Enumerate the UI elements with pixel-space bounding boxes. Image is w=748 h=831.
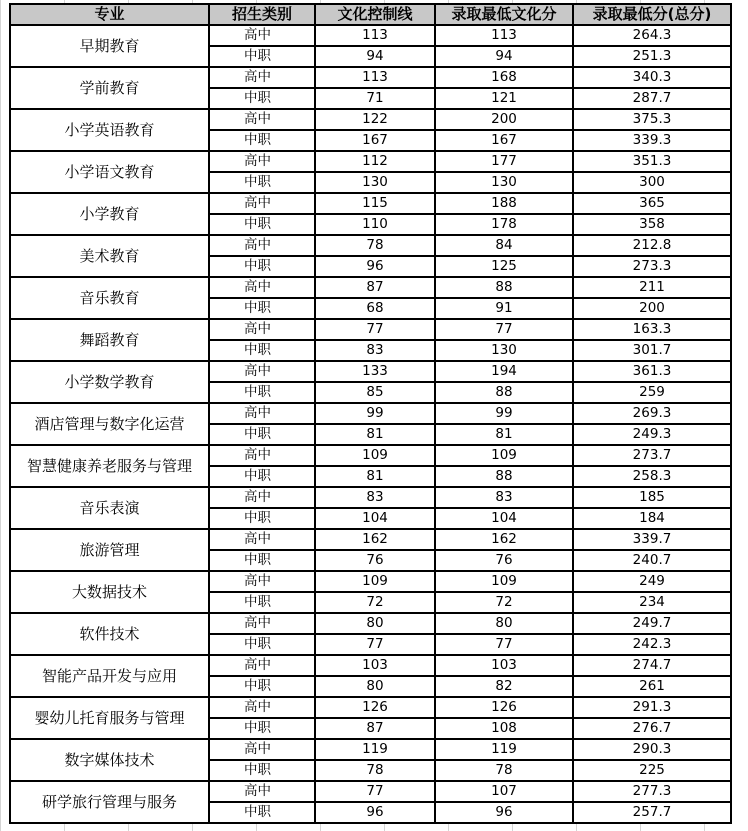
major-cell[interactable]: 音乐表演 <box>10 487 209 529</box>
table-row <box>10 235 731 256</box>
min-total-cell[interactable]: 249.3 <box>573 424 731 445</box>
min-total-cell[interactable]: 287.7 <box>573 88 731 109</box>
min-total-cell[interactable]: 264.3 <box>573 25 731 46</box>
control-line-cell[interactable]: 77 <box>315 781 435 802</box>
header-category[interactable]: 招生类别 <box>209 4 315 25</box>
min-total-cell[interactable]: 351.3 <box>573 151 731 172</box>
min-total-cell[interactable]: 300 <box>573 172 731 193</box>
category-cell[interactable]: 高中 <box>209 67 315 88</box>
control-line-cell[interactable]: 72 <box>315 592 435 613</box>
category-cell[interactable]: 中职 <box>209 424 315 445</box>
category-cell[interactable]: 中职 <box>209 508 315 529</box>
min-total-cell[interactable]: 375.3 <box>573 109 731 130</box>
control-line-cell[interactable]: 167 <box>315 130 435 151</box>
category-cell[interactable]: 中职 <box>209 172 315 193</box>
min-culture-cell[interactable]: 76 <box>435 550 573 571</box>
min-culture-cell[interactable]: 108 <box>435 718 573 739</box>
table-row <box>10 697 731 718</box>
major-cell[interactable]: 数字媒体技术 <box>10 739 209 781</box>
control-line-cell[interactable]: 110 <box>315 214 435 235</box>
control-line-cell[interactable]: 80 <box>315 613 435 634</box>
min-culture-cell[interactable]: 104 <box>435 508 573 529</box>
table-row <box>10 739 731 760</box>
control-line-cell[interactable]: 68 <box>315 298 435 319</box>
min-culture-cell[interactable]: 109 <box>435 571 573 592</box>
min-total-cell[interactable]: 340.3 <box>573 67 731 88</box>
table-row <box>10 193 731 214</box>
category-cell[interactable]: 中职 <box>209 634 315 655</box>
major-cell[interactable]: 智能产品开发与应用 <box>10 655 209 697</box>
control-line-cell[interactable]: 78 <box>315 760 435 781</box>
control-line-cell[interactable]: 104 <box>315 508 435 529</box>
table-row <box>10 25 731 46</box>
major-cell[interactable]: 软件技术 <box>10 613 209 655</box>
control-line-cell[interactable]: 113 <box>315 25 435 46</box>
min-total-cell[interactable]: 339.7 <box>573 529 731 550</box>
table-row <box>10 655 731 676</box>
control-line-cell[interactable]: 103 <box>315 655 435 676</box>
min-culture-cell[interactable]: 81 <box>435 424 573 445</box>
min-culture-cell[interactable]: 94 <box>435 46 573 67</box>
min-culture-cell[interactable]: 200 <box>435 109 573 130</box>
control-line-cell[interactable]: 115 <box>315 193 435 214</box>
control-line-cell[interactable]: 109 <box>315 445 435 466</box>
category-cell[interactable]: 中职 <box>209 802 315 823</box>
table-row <box>10 277 731 298</box>
control-line-cell[interactable]: 122 <box>315 109 435 130</box>
category-cell[interactable]: 中职 <box>209 676 315 697</box>
control-line-cell[interactable]: 109 <box>315 571 435 592</box>
major-cell[interactable]: 婴幼儿托育服务与管理 <box>10 697 209 739</box>
major-cell[interactable]: 大数据技术 <box>10 571 209 613</box>
min-culture-cell[interactable]: 130 <box>435 340 573 361</box>
min-total-cell[interactable]: 301.7 <box>573 340 731 361</box>
min-culture-cell[interactable]: 103 <box>435 655 573 676</box>
min-total-cell[interactable]: 365 <box>573 193 731 214</box>
table-row <box>10 109 731 130</box>
min-culture-cell[interactable]: 188 <box>435 193 573 214</box>
control-line-cell[interactable]: 81 <box>315 424 435 445</box>
control-line-cell[interactable]: 133 <box>315 361 435 382</box>
category-cell[interactable]: 中职 <box>209 298 315 319</box>
category-cell[interactable]: 中职 <box>209 550 315 571</box>
min-culture-cell[interactable]: 178 <box>435 214 573 235</box>
control-line-cell[interactable]: 162 <box>315 529 435 550</box>
category-cell[interactable]: 中职 <box>209 88 315 109</box>
header-control-line[interactable]: 文化控制线 <box>315 4 435 25</box>
min-culture-cell[interactable]: 72 <box>435 592 573 613</box>
category-cell[interactable]: 中职 <box>209 256 315 277</box>
min-culture-cell[interactable]: 125 <box>435 256 573 277</box>
min-total-cell[interactable]: 211 <box>573 277 731 298</box>
min-culture-cell[interactable]: 126 <box>435 697 573 718</box>
category-cell[interactable]: 中职 <box>209 46 315 67</box>
min-culture-cell[interactable]: 88 <box>435 277 573 298</box>
control-line-cell[interactable]: 112 <box>315 151 435 172</box>
min-total-cell[interactable]: 185 <box>573 487 731 508</box>
min-culture-cell[interactable]: 107 <box>435 781 573 802</box>
table-row <box>10 487 731 508</box>
category-cell[interactable]: 高中 <box>209 655 315 676</box>
category-cell[interactable]: 高中 <box>209 487 315 508</box>
control-line-cell[interactable]: 113 <box>315 67 435 88</box>
min-total-cell[interactable]: 259 <box>573 382 731 403</box>
min-total-cell[interactable]: 242.3 <box>573 634 731 655</box>
control-line-cell[interactable]: 119 <box>315 739 435 760</box>
min-culture-cell[interactable]: 130 <box>435 172 573 193</box>
min-total-cell[interactable]: 290.3 <box>573 739 731 760</box>
control-line-cell[interactable]: 130 <box>315 172 435 193</box>
table-row <box>10 613 731 634</box>
min-total-cell[interactable]: 249.7 <box>573 613 731 634</box>
min-culture-cell[interactable]: 99 <box>435 403 573 424</box>
min-culture-cell[interactable]: 167 <box>435 130 573 151</box>
min-total-cell[interactable]: 273.3 <box>573 256 731 277</box>
category-cell[interactable]: 中职 <box>209 340 315 361</box>
category-cell[interactable]: 中职 <box>209 718 315 739</box>
major-cell[interactable]: 小学教育 <box>10 193 209 235</box>
min-culture-cell[interactable]: 77 <box>435 634 573 655</box>
control-line-cell[interactable]: 76 <box>315 550 435 571</box>
min-total-cell[interactable]: 269.3 <box>573 403 731 424</box>
min-culture-cell[interactable]: 80 <box>435 613 573 634</box>
category-cell[interactable]: 中职 <box>209 214 315 235</box>
min-culture-cell[interactable]: 78 <box>435 760 573 781</box>
min-total-cell[interactable]: 251.3 <box>573 46 731 67</box>
control-line-cell[interactable]: 77 <box>315 634 435 655</box>
min-total-cell[interactable]: 225 <box>573 760 731 781</box>
category-cell[interactable]: 中职 <box>209 592 315 613</box>
control-line-cell[interactable]: 94 <box>315 46 435 67</box>
category-cell[interactable]: 高中 <box>209 361 315 382</box>
table-row <box>10 361 731 382</box>
min-total-cell[interactable]: 184 <box>573 508 731 529</box>
major-cell[interactable]: 小学英语教育 <box>10 109 209 151</box>
category-cell[interactable]: 高中 <box>209 151 315 172</box>
min-total-cell[interactable]: 274.7 <box>573 655 731 676</box>
category-cell[interactable]: 高中 <box>209 613 315 634</box>
min-culture-cell[interactable]: 91 <box>435 298 573 319</box>
min-total-cell[interactable]: 339.3 <box>573 130 731 151</box>
category-cell[interactable]: 中职 <box>209 382 315 403</box>
header-min-culture[interactable]: 录取最低文化分 <box>435 4 573 25</box>
major-cell[interactable]: 早期教育 <box>10 25 209 67</box>
control-line-cell[interactable]: 80 <box>315 676 435 697</box>
min-culture-cell[interactable]: 162 <box>435 529 573 550</box>
min-culture-cell[interactable]: 194 <box>435 361 573 382</box>
min-total-cell[interactable]: 273.7 <box>573 445 731 466</box>
min-total-cell[interactable]: 261 <box>573 676 731 697</box>
control-line-cell[interactable]: 77 <box>315 319 435 340</box>
category-cell[interactable]: 高中 <box>209 697 315 718</box>
header-major[interactable]: 专业 <box>10 4 209 25</box>
min-culture-cell[interactable]: 113 <box>435 25 573 46</box>
header-row <box>10 4 731 25</box>
control-line-cell[interactable]: 99 <box>315 403 435 424</box>
category-cell[interactable]: 高中 <box>209 235 315 256</box>
table-row <box>10 445 731 466</box>
table-row <box>10 529 731 550</box>
min-total-cell[interactable]: 212.8 <box>573 235 731 256</box>
min-total-cell[interactable]: 276.7 <box>573 718 731 739</box>
major-cell[interactable]: 小学语文教育 <box>10 151 209 193</box>
min-total-cell[interactable]: 200 <box>573 298 731 319</box>
control-line-cell[interactable]: 126 <box>315 697 435 718</box>
min-total-cell[interactable]: 258.3 <box>573 466 731 487</box>
category-cell[interactable]: 中职 <box>209 466 315 487</box>
min-culture-cell[interactable]: 168 <box>435 67 573 88</box>
table-row <box>10 403 731 424</box>
major-cell[interactable]: 旅游管理 <box>10 529 209 571</box>
control-line-cell[interactable]: 87 <box>315 277 435 298</box>
min-culture-cell[interactable]: 96 <box>435 802 573 823</box>
category-cell[interactable]: 高中 <box>209 193 315 214</box>
major-cell[interactable]: 美术教育 <box>10 235 209 277</box>
control-line-cell[interactable]: 78 <box>315 235 435 256</box>
control-line-cell[interactable]: 71 <box>315 88 435 109</box>
category-cell[interactable]: 中职 <box>209 130 315 151</box>
major-cell[interactable]: 酒店管理与数字化运营 <box>10 403 209 445</box>
min-culture-cell[interactable]: 88 <box>435 466 573 487</box>
min-total-cell[interactable]: 257.7 <box>573 802 731 823</box>
header-min-total[interactable]: 录取最低分(总分) <box>573 4 731 25</box>
min-culture-cell[interactable]: 109 <box>435 445 573 466</box>
control-line-cell[interactable]: 83 <box>315 340 435 361</box>
min-total-cell[interactable]: 240.7 <box>573 550 731 571</box>
min-culture-cell[interactable]: 119 <box>435 739 573 760</box>
table-row <box>10 319 731 340</box>
min-total-cell[interactable]: 234 <box>573 592 731 613</box>
category-cell[interactable]: 高中 <box>209 277 315 298</box>
min-total-cell[interactable]: 361.3 <box>573 361 731 382</box>
major-cell[interactable]: 学前教育 <box>10 67 209 109</box>
admission-score-table <box>9 3 732 824</box>
major-cell[interactable]: 智慧健康养老服务与管理 <box>10 445 209 487</box>
control-line-cell[interactable]: 96 <box>315 256 435 277</box>
major-cell[interactable]: 舞蹈教育 <box>10 319 209 361</box>
min-culture-cell[interactable]: 84 <box>435 235 573 256</box>
category-cell[interactable]: 中职 <box>209 760 315 781</box>
min-total-cell[interactable]: 163.3 <box>573 319 731 340</box>
control-line-cell[interactable]: 87 <box>315 718 435 739</box>
category-cell[interactable]: 高中 <box>209 25 315 46</box>
category-cell[interactable]: 高中 <box>209 571 315 592</box>
category-cell[interactable]: 高中 <box>209 445 315 466</box>
table-row <box>10 781 731 802</box>
category-cell[interactable]: 高中 <box>209 403 315 424</box>
control-line-cell[interactable]: 96 <box>315 802 435 823</box>
control-line-cell[interactable]: 85 <box>315 382 435 403</box>
min-total-cell[interactable]: 291.3 <box>573 697 731 718</box>
min-total-cell[interactable]: 277.3 <box>573 781 731 802</box>
category-cell[interactable]: 高中 <box>209 529 315 550</box>
category-cell[interactable]: 高中 <box>209 109 315 130</box>
major-cell[interactable]: 小学数学教育 <box>10 361 209 403</box>
category-cell[interactable]: 高中 <box>209 739 315 760</box>
table-row <box>10 151 731 172</box>
min-culture-cell[interactable]: 88 <box>435 382 573 403</box>
table-row <box>10 571 731 592</box>
major-cell[interactable]: 研学旅行管理与服务 <box>10 781 209 823</box>
table-body <box>10 25 731 823</box>
control-line-cell[interactable]: 83 <box>315 487 435 508</box>
min-total-cell[interactable]: 249 <box>573 571 731 592</box>
min-culture-cell[interactable]: 77 <box>435 319 573 340</box>
major-cell[interactable]: 音乐教育 <box>10 277 209 319</box>
min-culture-cell[interactable]: 177 <box>435 151 573 172</box>
category-cell[interactable]: 高中 <box>209 781 315 802</box>
min-total-cell[interactable]: 358 <box>573 214 731 235</box>
min-culture-cell[interactable]: 121 <box>435 88 573 109</box>
control-line-cell[interactable]: 81 <box>315 466 435 487</box>
category-cell[interactable]: 高中 <box>209 319 315 340</box>
min-culture-cell[interactable]: 83 <box>435 487 573 508</box>
min-culture-cell[interactable]: 82 <box>435 676 573 697</box>
table-row <box>10 67 731 88</box>
